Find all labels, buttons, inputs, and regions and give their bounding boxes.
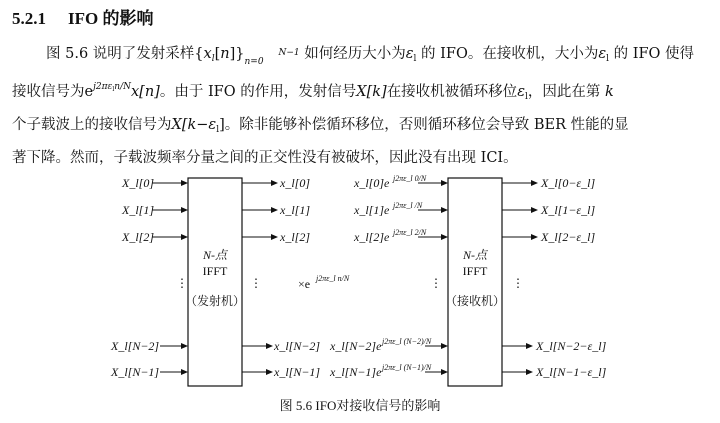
channel-exponent: j2πε_l n/N	[316, 274, 350, 283]
tx-output-label-2: x_l[2]	[280, 230, 310, 244]
text-run: ，因此在第	[527, 84, 601, 100]
set-lower-bound: n=0	[244, 57, 264, 67]
text-run: 的 IFO。在接收机，大小为	[421, 46, 599, 62]
figure-caption: 图 5.6 IFO对接收信号的影响	[279, 398, 441, 413]
rx-input-label-1: x_l[1]e	[354, 203, 390, 217]
rx-input-exp-3: j2πε_l (N−2)/N	[382, 337, 432, 346]
section-number: 5.2.1	[12, 9, 46, 28]
epsilon-subscript: l	[216, 125, 220, 135]
dots-rx-out: ⋮	[512, 276, 524, 290]
rx-output-label-3: X_l[N−2−ε_l]	[536, 339, 607, 353]
text-run: 个子载波上的接收信号为	[12, 117, 172, 133]
set-upper-bound: N−1	[278, 48, 300, 58]
rx-output-labels	[535, 176, 607, 379]
tx-output-label-3: x_l[N−2]	[274, 339, 321, 353]
shifted-symbol: X[k−ε	[171, 117, 217, 133]
rx-input-label-4: x_l[N−1]e	[330, 365, 382, 379]
text-run: 接收信号为	[12, 84, 85, 100]
rx-input-label-0: x_l[0]e	[354, 176, 390, 190]
rx-input-exp-4: j2πε_l (N−1)/N	[382, 363, 432, 372]
transmit-symbol: X[k]	[356, 84, 387, 100]
rx-box-line2: IFFT	[462, 264, 488, 278]
tx-output-label-0: x_l[0]	[280, 176, 310, 190]
text-run: 图 5.6 说明了发射采样	[46, 46, 195, 62]
bracket: ]	[219, 117, 225, 133]
tx-output-label-4: x_l[N−1]	[274, 365, 321, 379]
tx-box-line1: N-点	[202, 248, 228, 262]
tx-output-labels	[273, 176, 320, 379]
epsilon-subscript: l	[413, 54, 417, 64]
epsilon-symbol: ε	[405, 46, 414, 62]
epsilon-symbol: ε	[517, 84, 525, 100]
exp-superscript: j2πε	[93, 82, 113, 92]
received-signal: x[n]	[131, 84, 160, 100]
dots-tx-in: ⋮	[176, 276, 188, 290]
tx-input-labels	[110, 176, 159, 379]
rx-box-line3: （接收机）	[444, 294, 506, 308]
exp-superscript-tail: n/N	[114, 82, 131, 92]
text-run: 在接收机被循环移位	[386, 84, 518, 100]
dots-rx-in: ⋮	[430, 276, 442, 290]
rx-ifft-box	[448, 178, 502, 386]
text-run: 如何经历大小为	[304, 46, 406, 62]
tx-input-label-2: X_l[2]	[122, 230, 155, 244]
exp-superscript-sub: l	[112, 86, 115, 93]
rx-box-line1: N-点	[462, 248, 488, 262]
rx-input-exp-2: j2πε_l 2/N	[393, 228, 427, 237]
tx-input-label-3: X_l[N−2]	[111, 339, 160, 353]
text-run: 的 IFO 使得	[613, 46, 695, 62]
rx-output-label-4: X_l[N−1−ε_l]	[536, 365, 607, 379]
exp-base: e	[84, 84, 94, 100]
sample-variable: x	[203, 46, 212, 62]
epsilon-symbol: ε	[598, 46, 607, 62]
epsilon-subscript: l	[606, 54, 610, 64]
tx-ifft-box	[188, 178, 242, 386]
paragraph-line-1: 图 5.6 说明了发射采样$\{x_l[n]\}$ N−1 n=0 如何经历大小为$\varepsilon_l$ 的 IFO。在接收机，大小为$\varepsilon_l$ 的 IFO 使得	[46, 46, 695, 67]
section-title: IFO 的影响	[68, 9, 154, 28]
rx-output-label-0: X_l[0−ε_l]	[541, 176, 596, 190]
rx-output-label-2: X_l[2−ε_l]	[541, 230, 596, 244]
sample-subscript: l	[211, 54, 215, 64]
rx-input-label-3: x_l[N−2]e	[330, 339, 382, 353]
subcarrier-index: k	[604, 84, 614, 100]
tx-input-label-4: X_l[N−1]	[111, 365, 160, 379]
channel-multiplier: ×e	[298, 277, 311, 291]
text-run: 。由于 IFO 的作用，发射信号	[159, 84, 357, 100]
tx-input-label-1: X_l[1]	[122, 203, 155, 217]
dots-tx-out: ⋮	[250, 276, 262, 290]
tx-box-line2: IFFT	[202, 264, 228, 278]
tx-output-label-1: x_l[1]	[280, 203, 310, 217]
rx-input-exp-1: j2πε_l /N	[393, 201, 423, 210]
tx-input-label-0: X_l[0]	[122, 176, 155, 190]
paragraph-line-4: 著下降。然而，子载波频率分量之间的正交性没有被破坏，因此没有出现 ICI。	[12, 150, 518, 166]
rx-input-exp-0: j2πε_l 0/N	[393, 174, 427, 183]
text-run: 。除非能够补偿循环移位，否则循环移位会导致 BER 性能的显	[224, 117, 629, 133]
rx-input-label-2: x_l[2]e	[354, 230, 390, 244]
tx-box-line3: （发射机）	[184, 294, 246, 308]
epsilon-subscript: l	[524, 92, 528, 102]
sample-argument: n	[220, 46, 230, 62]
rx-output-label-1: X_l[1−ε_l]	[541, 203, 596, 217]
